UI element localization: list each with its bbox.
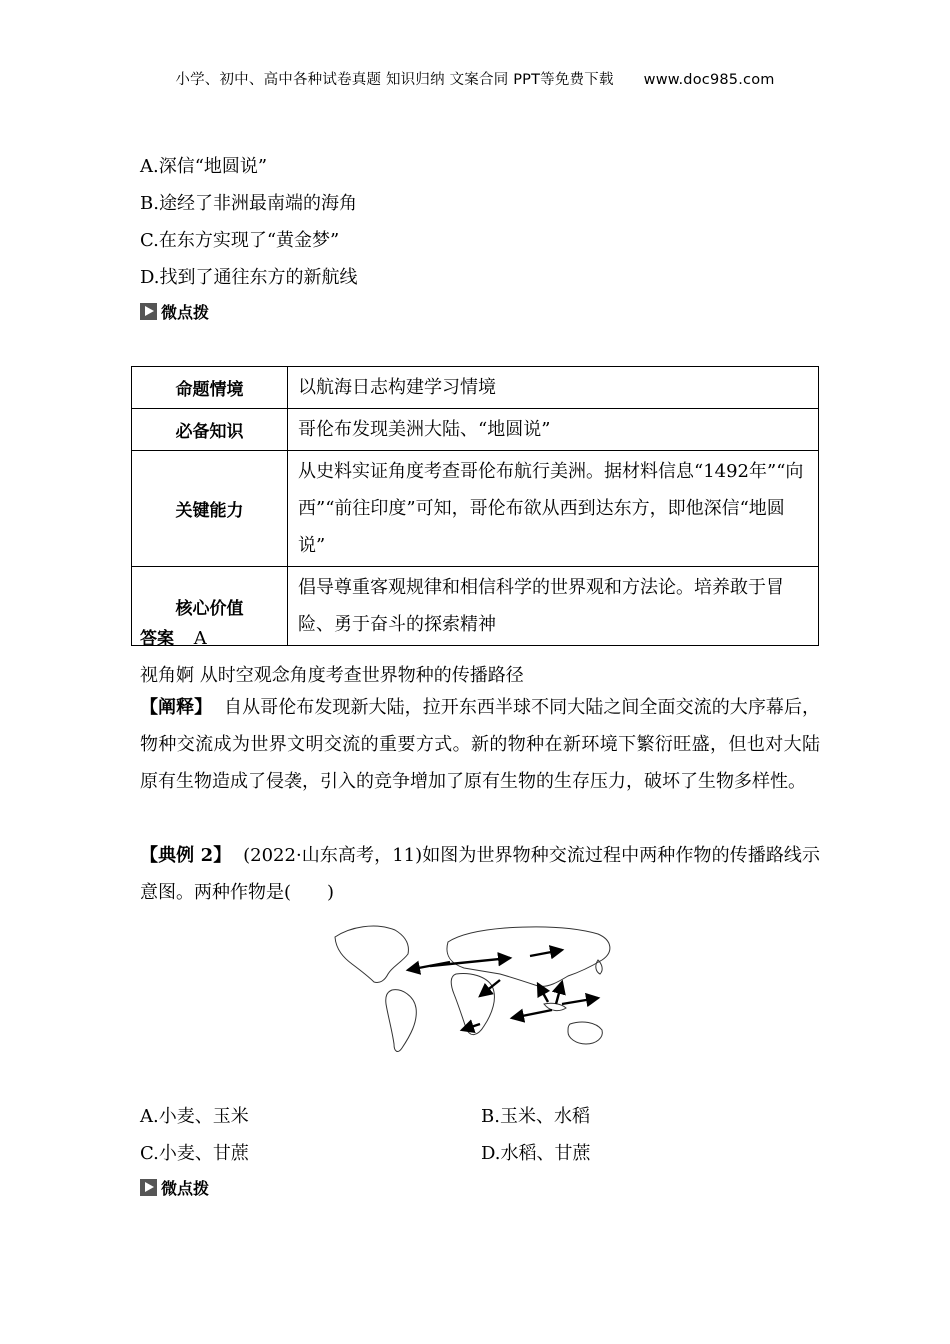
explanation-text: 自从哥伦布发现新大陆，拉开东西半球不同大陆之间全面交流的大序幕后，物种交流成为世界文明交流的重要方式。新的物种在新环境下繁衍旺盛，但也对大陆原有生物造成了侵袭，引入的竞争增加了原有生物的生存压力，破坏了生物多样性。 bbox=[140, 697, 821, 792]
q2-option-d: D.水稻、甘蔗 bbox=[481, 1143, 591, 1164]
world-map-crop-routes bbox=[330, 912, 620, 1062]
table-value: 从史料实证角度考查哥伦布航行美洲。据材料信息“1492年”“向西”“前往印度”可知，哥伦布欲从西到达东方，即他深信“地圆说” bbox=[288, 451, 819, 567]
header-text: 小学、初中、高中各种试卷真题 知识归纳 文案合同 PPT等免费下载 bbox=[175, 72, 614, 88]
answer-label: 答案 bbox=[140, 629, 174, 649]
knowledge-table bbox=[131, 366, 819, 646]
perspective: 视角婀 从时空观念角度考查世界物种的传播路径 bbox=[140, 665, 524, 686]
q2-option-a: A.小麦、玉米 bbox=[140, 1106, 249, 1127]
example-2-label: 【典例 2】 bbox=[140, 845, 232, 866]
tip-label-2 bbox=[140, 1176, 209, 1199]
explanation bbox=[140, 689, 820, 800]
table-row bbox=[132, 367, 819, 409]
tip-label-text: 微点拨 bbox=[161, 303, 210, 322]
example-2 bbox=[140, 837, 820, 911]
q1-option-a: A.深信“地圆说” bbox=[140, 156, 268, 177]
table-row bbox=[132, 451, 819, 567]
table-value: 以航海日志构建学习情境 bbox=[288, 367, 819, 409]
play-icon bbox=[140, 1179, 157, 1196]
play-icon bbox=[140, 303, 157, 320]
page-header bbox=[0, 68, 950, 89]
table-key: 命题情境 bbox=[132, 367, 288, 409]
header-site[interactable]: www.doc985.com bbox=[643, 72, 775, 88]
q1-option-d: D.找到了通往东方的新航线 bbox=[140, 267, 358, 288]
table-key: 必备知识 bbox=[132, 409, 288, 451]
answer bbox=[140, 624, 207, 649]
answer-value: A bbox=[193, 628, 207, 649]
tip-label-1 bbox=[140, 300, 209, 323]
table-key: 核心价值 bbox=[132, 567, 288, 646]
q2-option-b: B.玉米、水稻 bbox=[481, 1106, 590, 1127]
table-key: 关键能力 bbox=[132, 451, 288, 567]
example-2-text: (2022·山东高考，11)如图为世界物种交流过程中两种作物的传播路线示意图。两种作物是( ) bbox=[140, 845, 820, 903]
q1-option-c: C.在东方实现了“黄金梦” bbox=[140, 230, 340, 251]
table-row bbox=[132, 409, 819, 451]
q2-option-c: C.小麦、甘蔗 bbox=[140, 1143, 249, 1164]
tip-label-text: 微点拨 bbox=[161, 1179, 210, 1198]
table-row bbox=[132, 567, 819, 646]
q1-option-b: B.途经了非洲最南端的海角 bbox=[140, 193, 357, 214]
table-value: 倡导尊重客观规律和相信科学的世界观和方法论。培养敢于冒险、勇于奋斗的探索精神 bbox=[288, 567, 819, 646]
table-value: 哥伦布发现美洲大陆、“地圆说” bbox=[288, 409, 819, 451]
explanation-label: 【阐释】 bbox=[140, 697, 213, 718]
